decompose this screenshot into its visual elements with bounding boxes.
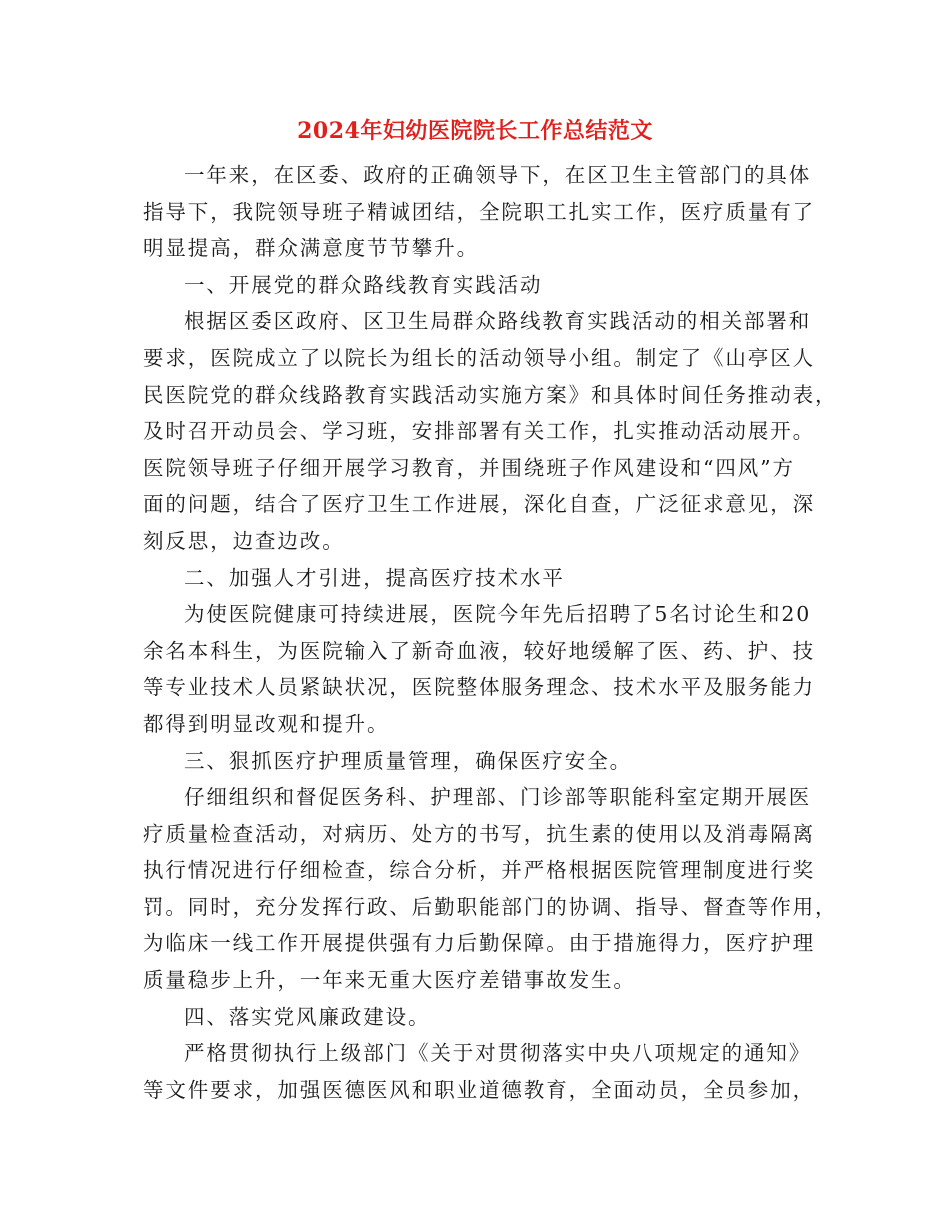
document-body <box>143 157 838 1108</box>
text-line: 一年来，在区委、政府的正确领导下，在区卫生主管部门的具体 <box>184 163 812 187</box>
text-line: 根据区委区政府、区卫生局群众路线教育实践活动的相关部署和 <box>184 309 812 334</box>
text-line: 仔细组织和督促医务科、护理部、门诊部等职能科室定期开展医 <box>184 785 812 810</box>
text-line: 严格贯彻执行上级部门《关于对贯彻落实中央八项规定的通知》 <box>184 1041 812 1066</box>
text-line: 执行情况进行仔细检查，综合分析，并严格根据医院管理制度进行奖 <box>143 858 815 883</box>
section-heading-4: 四、落实党风廉政建设。 <box>184 1004 431 1029</box>
text-line: 民医院党的群众线路教育实践活动实施方案》和具体时间任务推动表， <box>143 382 838 407</box>
section-heading-1: 一、开展党的群众路线教育实践活动 <box>184 272 543 297</box>
intro-paragraph <box>143 157 815 267</box>
section-3-paragraph <box>143 779 838 999</box>
section-heading-2: 二、加强人才引进，提高医疗技术水平 <box>184 565 565 590</box>
text-line: 等专业技术人员紧缺状况，医院整体服务理念、技术水平及服务能力 <box>143 675 815 700</box>
text-line: 余名本科生，为医院输入了新奇血液，较好地缓解了医、药、护、技 <box>143 638 815 663</box>
text-line: 为使医院健康可持续进展，医院今年先后招聘了5名讨论生和20 <box>184 602 812 627</box>
text-line: 质量稳步上升，一年来无重大医疗差错事故发生。 <box>143 968 636 993</box>
text-line: 等文件要求，加强医德医风和职业道德教育，全面动员，全员参加， <box>143 1077 815 1102</box>
section-4-paragraph <box>143 1035 815 1108</box>
text-line: 要求，医院成立了以院长为组长的活动领导小组。制定了《山亭区人 <box>143 345 815 370</box>
text-line: 明显提高，群众满意度节节攀升。 <box>143 236 479 261</box>
text-line: 罚。同时，充分发挥行政、后勤职能部门的协调、指导、督查等作用， <box>143 894 838 919</box>
text-line: 指导下，我院领导班子精诚团结，全院职工扎实工作，医疗质量有了 <box>143 199 815 224</box>
text-line: 及时召开动员会、学习班，安排部署有关工作，扎实推动活动展开。 <box>143 419 815 444</box>
text-line: 疗质量检查活动，对病历、处方的书写，抗生素的使用以及消毒隔离 <box>143 821 815 846</box>
document-title: 2024年妇幼医院院长工作总结范文 <box>297 118 653 144</box>
section-heading-3: 三、狠抓医疗护理质量管理，确保医疗安全。 <box>184 748 632 773</box>
text-line: 刻反思，边查边改。 <box>143 528 345 553</box>
text-line: 为临床一线工作开展提供强有力后勤保障。由于措施得力，医疗护理 <box>143 931 815 956</box>
section-1-paragraph <box>143 303 838 559</box>
text-line: 医院领导班子仔细开展学习教育，并围绕班子作风建设和“四风”方 <box>143 455 795 480</box>
section-2-paragraph <box>143 596 815 742</box>
text-line: 面的问题，结合了医疗卫生工作进展，深化自查，广泛征求意见，深 <box>143 492 815 517</box>
text-line: 都得到明显改观和提升。 <box>143 711 390 736</box>
